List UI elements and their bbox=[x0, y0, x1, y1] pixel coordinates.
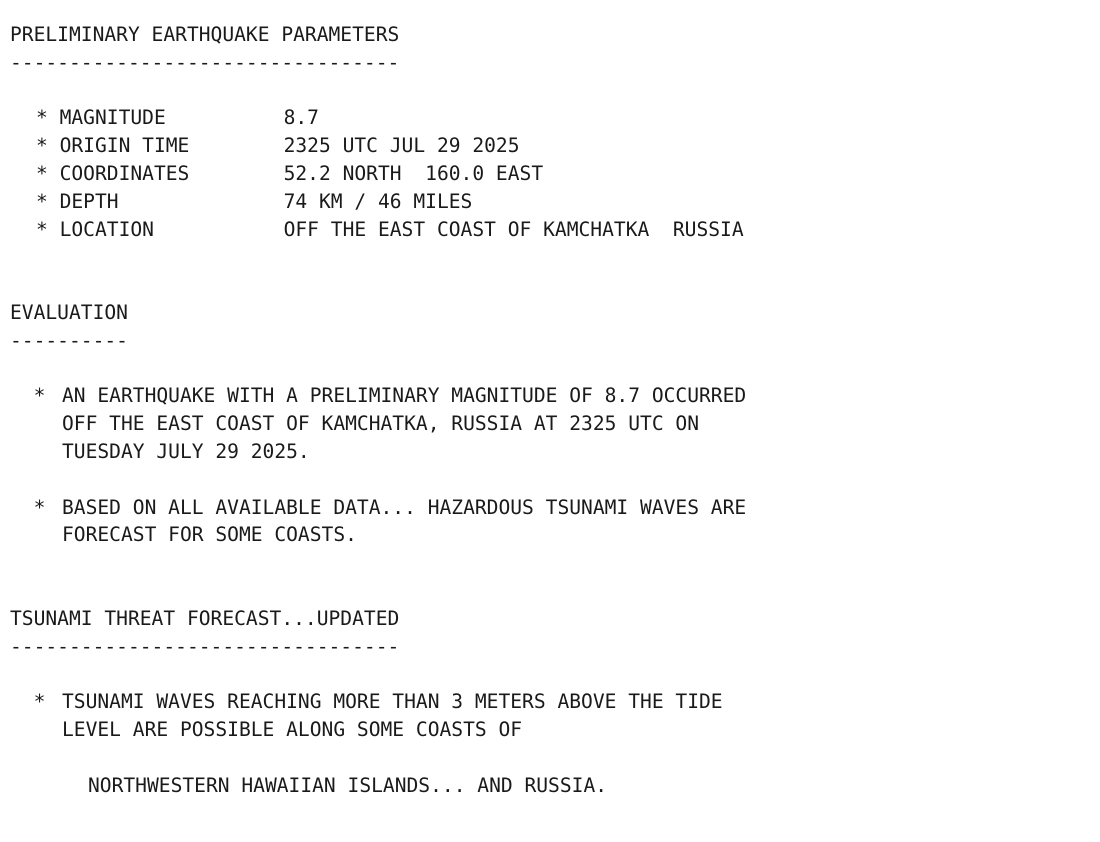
bullet-marker: * bbox=[36, 106, 48, 130]
section-heading: TSUNAMI THREAT FORECAST...UPDATED bbox=[10, 606, 400, 630]
section-rule: --------------------------------- bbox=[10, 50, 400, 74]
bullet-marker: * bbox=[33, 690, 46, 714]
item-line: TUESDAY JULY 29 2025. bbox=[62, 439, 310, 463]
param-key: DEPTH bbox=[59, 189, 119, 213]
param-origin-time bbox=[10, 132, 1090, 160]
spacer bbox=[10, 549, 1090, 605]
param-magnitude bbox=[10, 104, 1090, 132]
bullet-marker: * bbox=[36, 217, 48, 241]
spacer bbox=[10, 466, 1090, 494]
param-value: 74 KM / 46 MILES bbox=[283, 189, 473, 213]
section-heading: EVALUATION bbox=[10, 300, 128, 324]
param-value: 2325 UTC JUL 29 2025 bbox=[283, 134, 520, 158]
bullet-marker: * bbox=[36, 189, 48, 213]
section-rule: --------------------------------- bbox=[10, 634, 400, 658]
item-line: BASED ON ALL AVAILABLE DATA... HAZARDOUS TSUNAMI WAVES ARE bbox=[62, 495, 747, 519]
spacer bbox=[10, 243, 1090, 299]
param-key: MAGNITUDE bbox=[59, 106, 166, 130]
param-key: COORDINATES bbox=[59, 161, 190, 185]
item-line: AN EARTHQUAKE WITH A PRELIMINARY MAGNITUDE OF 8.7 OCCURRED bbox=[62, 384, 747, 408]
evaluation-item bbox=[10, 494, 1090, 550]
threat-item bbox=[10, 688, 1090, 744]
spacer bbox=[10, 77, 1090, 105]
param-key: ORIGIN TIME bbox=[59, 134, 190, 158]
section-heading: PRELIMINARY EARTHQUAKE PARAMETERS bbox=[10, 23, 400, 46]
param-depth bbox=[10, 188, 1090, 216]
spacer bbox=[10, 660, 1090, 688]
param-location bbox=[10, 216, 1090, 244]
bullet-marker: * bbox=[36, 161, 48, 185]
section-rule: ---------- bbox=[10, 328, 128, 352]
tsunami-bulletin bbox=[10, 21, 1090, 799]
bullet-marker: * bbox=[33, 495, 46, 519]
spacer bbox=[10, 355, 1090, 383]
param-value: 52.2 NORTH 160.0 EAST bbox=[283, 161, 544, 185]
evaluation-section bbox=[10, 299, 1090, 549]
param-key: LOCATION bbox=[59, 217, 154, 241]
bullet-marker: * bbox=[36, 134, 48, 158]
evaluation-item bbox=[10, 382, 1090, 465]
threat-forecast-section bbox=[10, 605, 1090, 800]
item-line: LEVEL ARE POSSIBLE ALONG SOME COASTS OF bbox=[62, 717, 523, 741]
bullet-marker: * bbox=[33, 384, 46, 408]
param-value: OFF THE EAST COAST OF KAMCHATKA RUSSIA bbox=[283, 217, 744, 241]
item-line: OFF THE EAST COAST OF KAMCHATKA, RUSSIA AT 2325 UTC ON bbox=[62, 412, 700, 436]
item-line: TSUNAMI WAVES REACHING MORE THAN 3 METERS ABOVE THE TIDE bbox=[62, 690, 723, 714]
param-value: 8.7 bbox=[283, 106, 319, 130]
param-coordinates bbox=[10, 160, 1090, 188]
item-line: FORECAST FOR SOME COASTS. bbox=[62, 523, 357, 547]
affected-regions: NORTHWESTERN HAWAIIAN ISLANDS... AND RUSSIA. bbox=[88, 773, 608, 797]
earthquake-parameters-section bbox=[10, 21, 1090, 243]
spacer bbox=[10, 744, 1090, 772]
